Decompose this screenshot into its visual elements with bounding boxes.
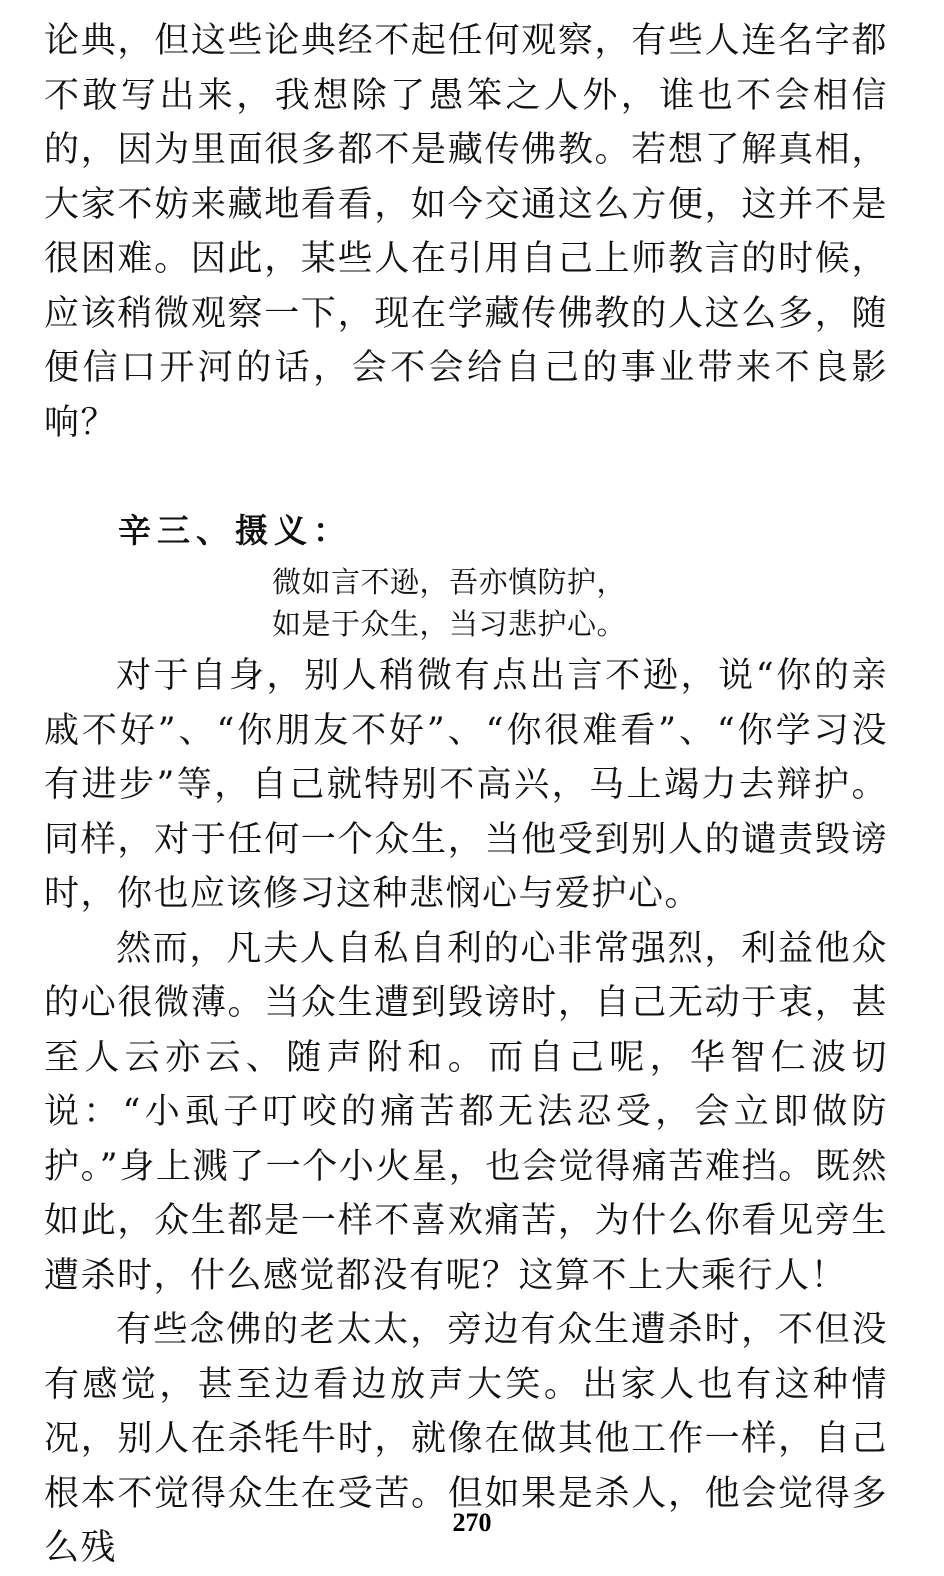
intro-paragraph: 论典，但这些论典经不起任何观察，有些人连名字都不敢写出来，我想除了愚笨之人外，谁也不会相信的，因为里面很多都不是藏传佛教。若想了解真相，大家不妨来藏地看看，如今交通这么方便，这并不是很困难。因此，某些人在引用自己上师教言的时候，应该稍微观察一下，现在学藏传佛教的人这么多，随便信口开河的话，会不会给自己的事业带来不良影响？ — [44, 21, 888, 443]
verse-line: 微如言不逊，吾亦慎防护， — [272, 565, 627, 599]
body-paragraph: 然而，凡夫人自私自利的心非常强烈，利益他众的心很微薄。当众生遭到毁谤时，自己无动于衷，甚至人云亦云、随声附和。而自己呢，华智仁波切说：“小虱子叮咬的痛苦都无法忍受，会立即做防护。”身上溅了一个小火星，也会觉得痛苦难挡。既然如此，众生都是一样不喜欢痛苦，为什么你看见旁生遭杀时，什么感觉都没有呢？这算不上大乘行人！ — [44, 928, 888, 1296]
section-heading: 辛三、摄义： — [118, 511, 352, 550]
page-number: 270 — [452, 1508, 492, 1537]
section-gap — [44, 450, 888, 505]
verse-line: 如是于众生，当习悲护心。 — [272, 607, 627, 641]
body-paragraph: 有些念佛的老太太，旁边有众生遭杀时，不但没有感觉，甚至边看边放声大笑。出家人也有这种情况，别人在杀牦牛时，就像在做其他工作一样，自己根本不觉得众生在受苦。但如果是杀人，他会觉得多么残 — [44, 1310, 888, 1568]
body-paragraph: 对于自身，别人稍微有点出言不逊，说“你的亲戚不好”、“你朋友不好”、“你很难看”、“你学习没有进步”等，自己就特别不高兴，马上竭力去辩护。同样，对于任何一个众生，当他受到别人的谴责毁谤时，你也应该修习这种悲悯心与爱护心。 — [44, 656, 888, 914]
verse-block — [44, 561, 888, 645]
